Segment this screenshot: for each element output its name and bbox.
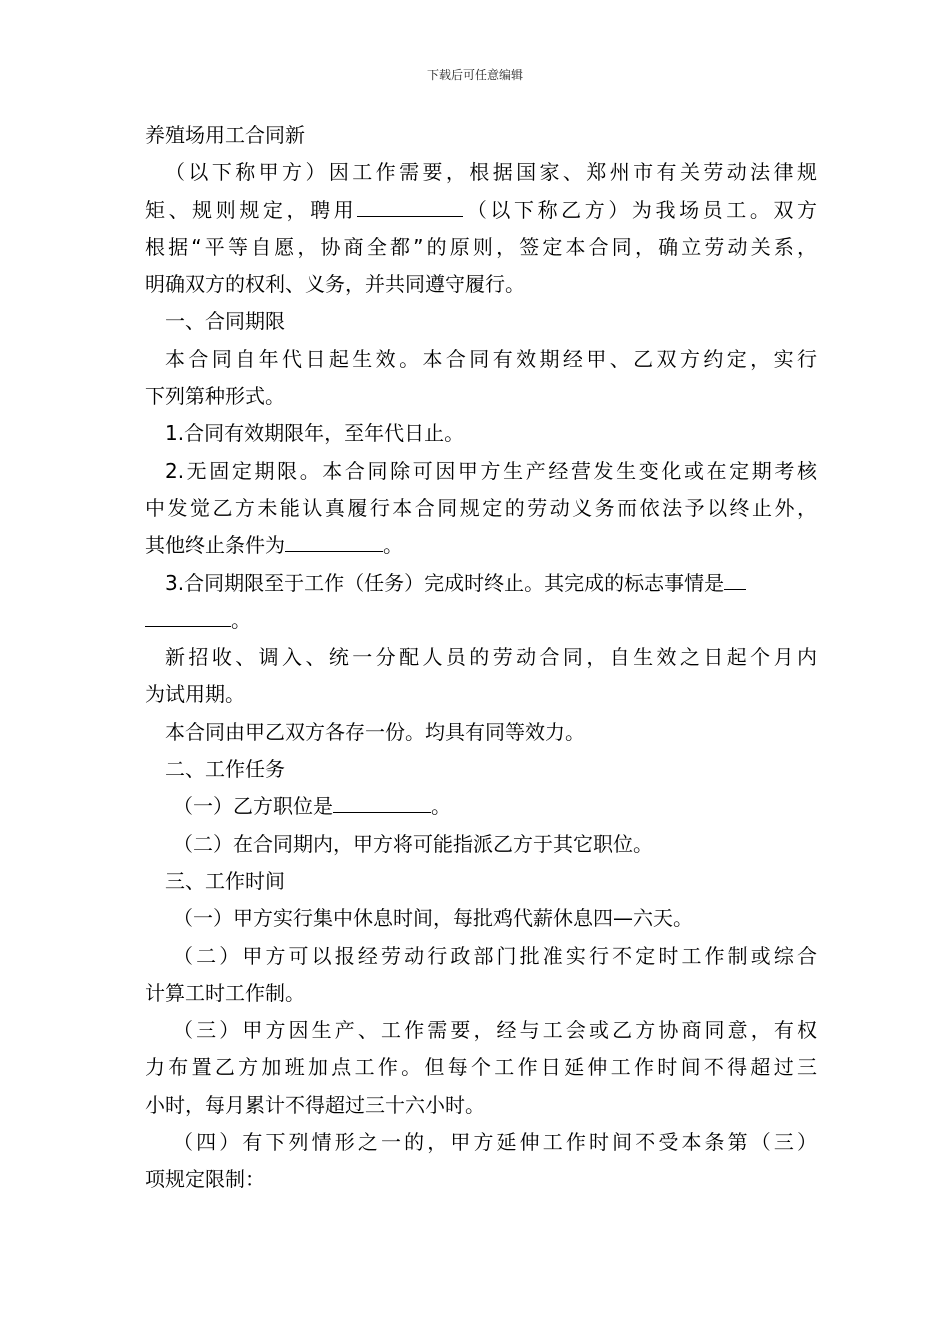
fill-in-blank xyxy=(724,567,746,590)
text-segment: 。 xyxy=(383,533,403,558)
paragraph-line: 本合同由甲乙双方各存一份。均具有同等效力。 xyxy=(165,719,585,744)
section-heading: 一、合同期限 xyxy=(165,309,285,334)
document-title: 养殖场用工合同新 xyxy=(145,123,305,147)
list-item: （二）甲方可以报经劳动行政部门批准实行不定时工作制或综合 xyxy=(173,943,817,968)
fill-in-blank xyxy=(357,194,463,217)
paragraph-line: 本合同自年代日起生效。本合同有效期经甲、乙双方约定，实行 xyxy=(165,346,817,371)
text-segment: 3.合同期限至于工作（任务）完成时终止。其完成的标志事情是 xyxy=(165,570,725,595)
paragraph-line xyxy=(145,602,817,639)
list-item xyxy=(145,788,817,825)
list-item: （一）甲方实行集中休息时间，每批鸡代薪休息四—六天。 xyxy=(173,906,693,931)
list-item: （四）有下列情形之一的，甲方延伸工作时间不受本条第（三） xyxy=(173,1130,817,1155)
text-segment: 。 xyxy=(431,794,451,819)
section-heading: 二、工作任务 xyxy=(165,757,285,782)
list-item: （二）在合同期内，甲方将可能指派乙方于其它职位。 xyxy=(173,831,653,856)
paragraph-line: 下列第种形式。 xyxy=(145,384,285,409)
list-item: （三）甲方因生产、工作需要，经与工会或乙方协商同意，有权 xyxy=(173,1018,817,1043)
paragraph-line: （以下称甲方）因工作需要，根据国家、郑州市有关劳动法律规 xyxy=(165,160,817,185)
section-heading: 三、工作时间 xyxy=(165,868,285,893)
text-segment: 。 xyxy=(231,607,251,632)
list-item: 2.无固定期限。本合同除可因甲方生产经营发生变化或在定期考核 xyxy=(165,458,817,483)
paragraph-line: 力布置乙方加班加点工作。但每个工作日延伸工作时间不得超过三 xyxy=(145,1055,817,1080)
paragraph-line: 项规定限制： xyxy=(145,1167,265,1192)
fill-in-blank xyxy=(333,790,431,813)
text-segment: 矩、规则规定，聘用 xyxy=(145,197,358,222)
text-segment: 其他终止条件为 xyxy=(145,533,285,558)
paragraph-line xyxy=(145,192,817,229)
list-item: 1.合同有效期限年，至年代日止。 xyxy=(165,421,465,446)
paragraph-line: 新招收、调入、统一分配人员的劳动合同，自生效之日起个月内 xyxy=(165,645,817,670)
text-segment: （以下称乙方）为我场员工。双方 xyxy=(463,197,817,222)
paragraph-line: 根据“平等自愿，协商全都”的原则，签定本合同，确立劳动关系， xyxy=(145,234,817,259)
page-header-note: 下载后可任意编辑 xyxy=(426,68,523,82)
fill-in-blank xyxy=(285,529,383,552)
paragraph-line: 中发觉乙方未能认真履行本合同规定的劳动义务而依法予以终止外， xyxy=(145,495,817,520)
document-body xyxy=(145,117,817,1199)
fill-in-blank xyxy=(145,604,231,627)
list-item xyxy=(145,565,817,602)
text-segment: （一）乙方职位是 xyxy=(173,794,333,819)
paragraph-line: 小时，每月累计不得超过三十六小时。 xyxy=(145,1092,485,1117)
paragraph-line: 计算工时工作制。 xyxy=(145,980,305,1005)
paragraph-line xyxy=(145,527,817,564)
paragraph-line: 明确双方的权利、义务，并共同遵守履行。 xyxy=(145,272,525,297)
paragraph-line: 为试用期。 xyxy=(145,682,245,707)
